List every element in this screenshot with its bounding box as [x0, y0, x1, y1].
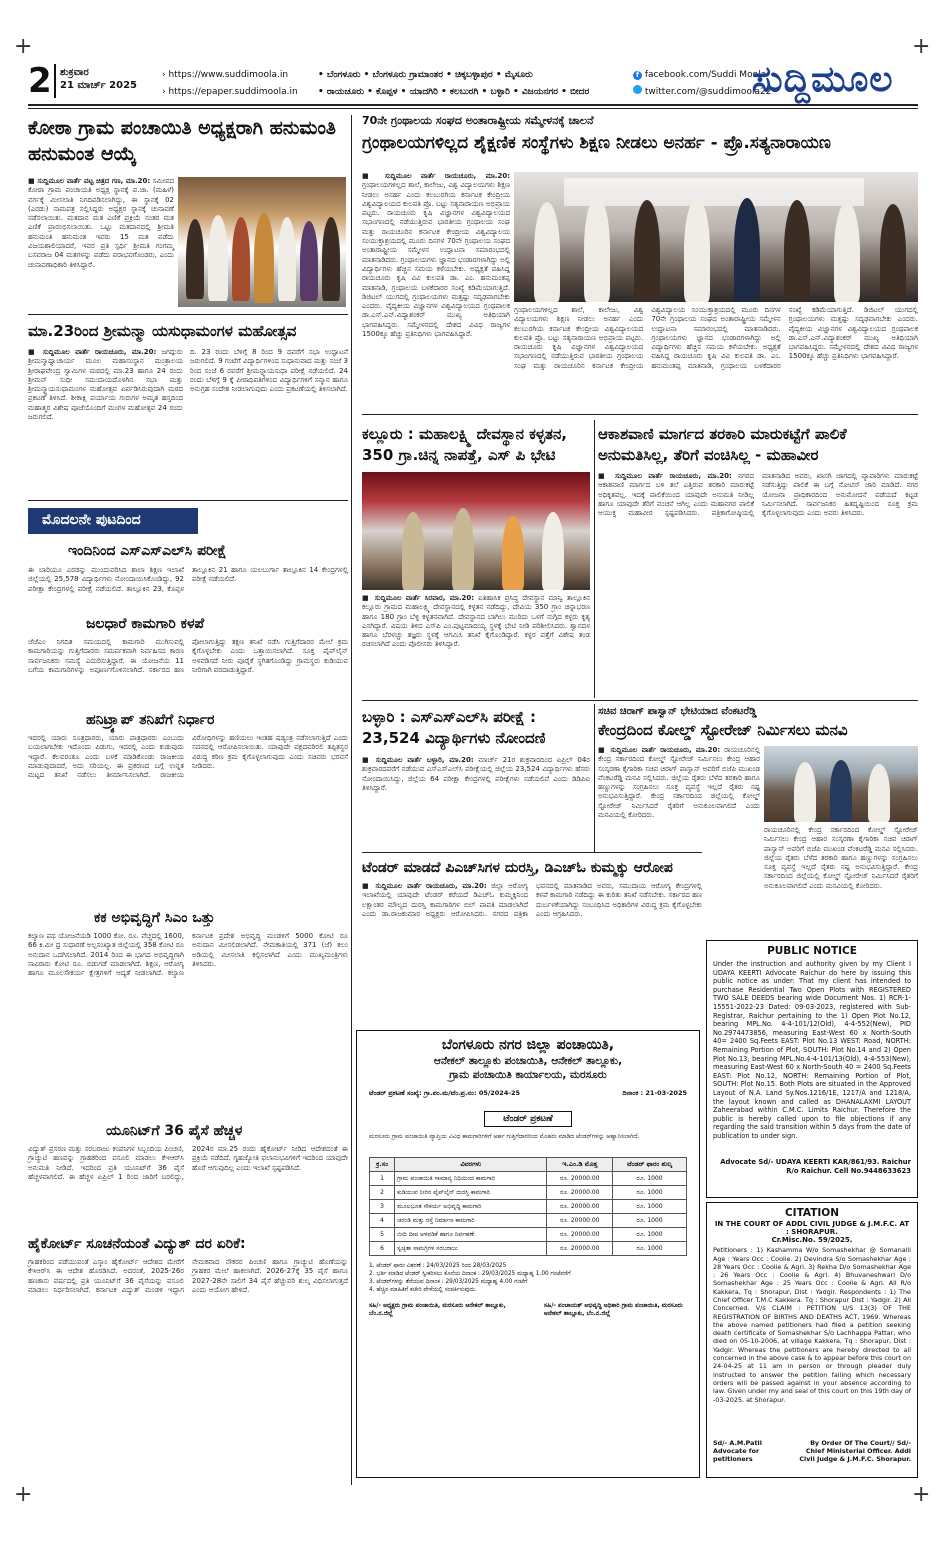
- notice-title: PUBLIC NOTICE: [767, 945, 857, 957]
- headline: ಹೈಕೋರ್ಟ್ ಸೂಚನೆಯಂತೆ ವಿದ್ಯುತ್ ದರ ಏರಿಕೆ:: [28, 1236, 246, 1252]
- tender-note: 3. ಟೆಂಡರ್‌ಗಳನ್ನು ತೆರೆಯುವ ದಿನಾಂಕ : 29/03/2025 ಮಧ್ಯಾಹ್ನ 4.00 ಗಂಟೆಗೆ: [369, 1279, 528, 1286]
- tender-note: 1. ಟೆಂಡರ್ ಫಾರಂ ವಿತರಣೆ : 24/03/2025 ರಿಂದ 28/03/2025: [369, 1263, 507, 1270]
- arrow-icon: ›: [162, 70, 169, 80]
- table-cell: ಮೂಲಭೂತ ಸೌಕರ್ಯ ಅಭಿವೃದ್ಧಿ ಕಾಮಗಾರಿ: [395, 1200, 547, 1214]
- page-number: 2: [28, 61, 52, 101]
- website-links: [162, 67, 298, 101]
- table-cell: ಬೀದಿ ದೀಪ ಅಳವಡಿಕೆ ಹಾಗೂ ನಿರ್ವಹಣೆ: [395, 1228, 547, 1242]
- table-cell: 6: [370, 1242, 395, 1256]
- kicker: 70ನೇ ಗ್ರಂಥಾಲಯ ಸಂಘದ ಅಂತಾರಾಷ್ಟ್ರೀಯ ಸಮ್ಮೇಳನಕ್ಕೆ ಚಾಲನೆ: [362, 114, 594, 127]
- table-row: [370, 1172, 687, 1186]
- group-photo: [178, 177, 346, 307]
- crop-mark: +: [14, 1482, 33, 1507]
- table-cell: ರೂ. 20000.00: [547, 1214, 613, 1228]
- table-cell: ರೂ. 1000: [613, 1214, 687, 1228]
- table-cell: ಸ್ವಚ್ಛತಾ ಸಾಮಗ್ರಿಗಳ ಸರಬರಾಜು: [395, 1242, 547, 1256]
- table-cell: 1: [370, 1172, 395, 1186]
- article-body: ■ ಸುದ್ದಿಮೂಲ ವಾರ್ತೆ ರಾಯಚೂರು, ಮಾ.20: ಜಗದ್ಗುರು ಶ್ರೀಮನ್ಮಾಧ್ವಾಚಾರ್ಯ ಮೂಲ ಮಹಾಸಂಸ್ಥಾನ ಮಂತ್ರಾಲಯ ಶ್ರೀರಾಘವೇಂದ್ರ ಸ್ವಾಮಿಗಳ ಮಠದಲ್ಲಿ ಮಾ.23 ಹಾಗೂ 24 ರಂದು ಶ್ರೀಮನ್ ಸುಧೀ ಸಮುದಾಯದೊಳಗಿನ ಸಭಾ ಮತ್ತು ಶ್ರೀಮನ್ಮ್ಯಾಯಸುಧಾಮಂಗಳ ಮಹೋತ್ಸವ ಏರ್ಪಡಿಸಿರುವುದಾಗಿ ಮಠದ ಪ್ರಕಟಣೆ ತಿಳಿಸಿದೆ. ಶೀಕಾಕ್ಷಿ ಪರ್ಯಾಯ ಗುರುಗಳ ಅಮೃತ ಹಸ್ತದಿಂದ ಮಹಾತ್ಮರ ವಿಶೇಷ ಪೂಜೆಯೊಂದಿಗೆ ಮಂಗಳ ಮಹೋತ್ಸವ 24 ರಂದು ಜರುಗಲಿದೆ.: [28, 348, 183, 422]
- article-body: ವಿದ್ಯುತ್ ಪ್ರಸರಣ ಮತ್ತು ಸರಬರಾಜು ಕಂಪನಿಗಳ ಸಿಬ್ಬಂದಿಯ ಪಿಂಚಣಿ, ಗ್ರಾಚ್ಯುಟಿ ಹಣವನ್ನು ಗ್ರಾಹಕರಿಂದ ವಸೂಲಿ ಮಾಡಲು ಕೆಇಆರ್‌ಸಿ ಅನುಮತಿ ನೀಡಿದೆ. ಇದರಿಂದ ಪ್ರತಿ ಯೂನಿಟ್‌ಗೆ 36 ಪೈಸೆ ಹೆಚ್ಚಳವಾಗಲಿದೆ. ಈ ಹೆಚ್ಚಳ ಏಪ್ರಿಲ್ 1 ರಿಂದ ಜಾರಿಗೆ ಬರಲಿದ್ದು, 2024ರ ಮಾ.25 ರಂದು ಹೈಕೋರ್ಟ್ ನೀಡಿದ ಆದೇಶದಂತೆ ಈ ಪ್ರಕ್ರಿಯೆ ನಡೆದಿದೆ. ಗೃಹಜ್ಯೋತಿ ಫಲಾನುಭವಿಗಳಿಗೆ ಇದರಿಂದ ಯಾವುದೇ ಹೊರೆ ಆಗುವುದಿಲ್ಲ ಎಂದು ಇಲಾಖೆ ಸ್ಪಷ್ಟಪಡಿಸಿದೆ.: [28, 1145, 348, 1181]
- tender-notice: ಬೆಂಗಳೂರು ನಗರ ಜಿಲ್ಲಾ ಪಂಚಾಯಿತಿ, ಆನೇಕಲ್ ತಾಲ್ಲೂಕು ಪಂಚಾಯಿತಿ, ಆನೇಕಲ್ ತಾಲ್ಲೂಕು, ಗ್ರಾಮ ಪಂಚಾಯಿತಿ ಕಾರ್ಯಾಲಯ, ಮರಸೂರು ಟೆಂಡರ್ ಪ್ರಕಟಣೆ ಸಂಖ್ಯೆ: ಗ್ರಾ.ಪಂ.ಮ/ಟೆಂ.ಪ್ರ.ನಂ: 05/2024-25 ದಿನಾಂಕ : 21-03-2025 ಟೆಂಡರ್ ಪ್ರಕಟಣೆ ಮರಸೂರು ಗ್ರಾಮ ಪಂಚಾಯಿತಿ ವ್ಯಾಪ್ತಿಯ ವಿವಿಧ ಕಾಮಗಾರಿಗಳಿಗೆ ಅರ್ಹ ಗುತ್ತಿಗೆದಾರರಿಂದ ಮೊಹರು ಮಾಡಿದ ಟೆಂಡರ್‌ಗಳನ್ನು ಆಹ್ವಾನಿಸಲಾಗಿದೆ. ಕ್ರ.ಸಂ ವಿವರಗಳು ಇ.ಎಂ.ಡಿ ಮೊತ್ತ ಟೆಂಡರ್ ಫಾರಂ ಶುಲ್ಕ 1 ಗ್ರಾಮ ಪಂಚಾಯಿತಿ ಸಾಮಾನ್ಯ ನಿಧಿಯಿಂದ ಕಾಮಗಾರಿ ರೂ. 20000.00 ರೂ. 1000 2 ಕುಡಿಯುವ ನೀರಿನ ಪೈಪ್‌ಲೈನ್ ದುರಸ್ತಿ ಕಾಮಗಾರಿ ರೂ. 20000.00 ರೂ. 1000 3 ಮೂಲಭೂತ ಸೌಕರ್ಯ ಅಭಿವೃದ್ಧಿ ಕಾಮಗಾರಿ ರೂ. 20000.00 ರೂ. 1000 4 ಚರಂಡಿ ಮತ್ತು ರಸ್ತೆ ನಿರ್ಮಾಣ ಕಾಮಗಾರಿ ರೂ. 20000.00 ರೂ. 1000 5 ಬೀದಿ ದೀಪ ಅಳವಡಿಕೆ ಹಾಗೂ ನಿರ್ವಹಣೆ ರೂ. 20000.00 ರೂ. 1000 6 ಸ್ವಚ್ಛತಾ ಸಾಮಗ್ರಿಗಳ ಸರಬರಾಜು ರೂ. 20000.00 ರೂ. 1000 1. ಟೆಂಡರ್ ಫಾರಂ ವಿತರಣೆ : 24/03/2025 ರಿಂದ 28/03/2025 2. ಭರ್ತಿ ಮಾಡಿದ ಟೆಂಡರ್ ಸ್ವೀಕರಿಸಲು ಕೊನೆಯ ದಿನಾಂಕ : 29/03/2025 ಮಧ್ಯಾಹ್ನ 1.00 ಗಂಟೆವರೆಗೆ 3. ಟೆಂಡರ್‌ಗಳನ್ನು ತೆರೆಯುವ ದಿನಾಂಕ : 29/03/2025 ಮಧ್ಯಾಹ್ನ 4.00 ಗಂಟೆಗೆ 4. ಹೆಚ್ಚಿನ ಮಾಹಿತಿಗೆ ಕಚೇರಿ ವೇಳೆಯಲ್ಲಿ ಸಂಪರ್ಕಿಸುವುದು. ಸಹಿ/- ಅಧ್ಯಕ್ಷರು ಗ್ರಾಮ ಪಂಚಾಯಿತಿ, ಮರಸೂರು ಆನೇಕಲ್ ತಾಲ್ಲೂಕು, ಬೆಂ.ನ.ಜಿಲ್ಲೆ ಸಹಿ/- ಪಂಚಾಯತ್ ಅಭಿವೃದ್ಧಿ ಅಧಿಕಾರಿ ಗ್ರಾಮ ಪಂಚಾಯಿತಿ, ಮರಸೂರು ಆನೇಕಲ್ ತಾಲ್ಲೂಕು, ಬೆಂ.ನ.ಜಿಲ್ಲೆ: [356, 1030, 700, 1478]
- public-notice: PUBLIC NOTICE Under the instruction and authority given by my Client I UDAYA KEERTI Advocate Raichur do here by issuing this public notice as under: That my client has intended to purchase Residential Two Open Plots with REGISTERED TWO SALE DEEDS bearing wide Document Nos. 1) RCR-1-15551-2022-23 Dated: 09-03-2023, registered with Sub-Registrar, Raichur pertaining to the 1) Open Plot No.12, bearing MPL.No. 4-4-101/12(Old), 4-4-552(New), PID No.2974473856, measuring East-West 60 x North-South 40= 2400 Sq.Feets EAST: Plot No.13 WEST: Road, NORTH: Remaining Portion of Plot, SOUTH: Plot No.14 and 2) Open Plot No.13, bearing MPL.No.4-4-101/13(Old), 4-4-553(New), measuring East-West 60 x North-South 40 = 2400 Sq.Feets EAST: Plot No.12, NORTH: Remaining Portion of Plot, SOUTH: Plot No.15. Both Plots are situated in the Approved Layout of N.A. Land Sy.Nos.1216/1E, 1217/A and 1218/A, the layout known and called as DHANALAXMI LAYOUT Zaheerabad within C.M.C. Limits Raichur. Therefore the public is hereby called upon to file objections if any regarding the said transition within 5 days from the date of publication to under sign. Advocate Sd/- UDAYA KEERTI KAR/861/93. Raichur R/o Raichur. Cell No.9448633623: [706, 940, 918, 1198]
- table-cell: ರೂ. 20000.00: [547, 1242, 613, 1256]
- table-cell: ರೂ. 20000.00: [547, 1186, 613, 1200]
- article-body: ಗ್ರಂಥಾಲಯಗಳಿಲ್ಲದ ಶಾಲೆ, ಕಾಲೇಜು, ವಿಶ್ವ ವಿದ್ಯಾಲಯಗಳು ಶಿಕ್ಷಣ ನೀಡಲು ಅನರ್ಹ ಎಂದು ಕಲಬುರಗಿಯ ಕರ್ನಾಟಕ ಕೇಂದ್ರೀಯ ವಿಶ್ವವಿದ್ಯಾಲಯದ ಕುಲಪತಿ ಪ್ರೊ. ಬಟ್ಟು ಸತ್ಯನಾರಾಯಣ ಅಭಿಪ್ರಾಯ ಪಟ್ಟರು. ರಾಯಚೂರು ಕೃಷಿ ವಿಜ್ಞಾನಗಳ ವಿಶ್ವವಿದ್ಯಾಲಯದ ಸಭಾಂಗಣದಲ್ಲಿ ನಡೆಯುತ್ತಿರುವ ಭಾರತೀಯ ಗ್ರಂಥಾಲಯ ಸಂಘ ಮತ್ತು ರಾಯಚೂರಿನ ಕರ್ನಾಟಕ ಕೇಂದ್ರೀಯ ವಿಶ್ವವಿದ್ಯಾಲಯ ಸಂಯುಕ್ತಾಶ್ರಯದಲ್ಲಿ ಮೂರು ದಿನಗಳ 70ನೇ ಗ್ರಂಥಾಲಯ ಸಂಘದ ಅಂತಾರಾಷ್ಟ್ರೀಯ ಸಮ್ಮೇಳನ ಉದ್ಘಾಟನಾ ಸಮಾರಂಭದಲ್ಲಿ ಮಾತನಾಡಿದರು. ಗ್ರಂಥಾಲಯಗಳು ಜ್ಞಾನದ ಭಂಡಾರಗಳಾಗಿದ್ದು ಅಲ್ಲಿ ವಿದ್ಯಾರ್ಥಿಗಳು ಹೆಚ್ಚಿನ ಸಮಯ ಕಳೆಯಬೇಕು. ಅಧ್ಯಕ್ಷತೆ ವಹಿಸಿದ್ದ ರಾಯಚೂರು ಕೃಷಿ ವಿವಿ ಕುಲಪತಿ ಡಾ. ಎಂ. ಹನುಮಂತಪ್ಪ ಮಾತನಾಡಿ, ಗ್ರಂಥಾಲಯ ಬಳಕೆದಾರರ ಸಂಖ್ಯೆ ಕಡಿಮೆಯಾಗುತ್ತಿದೆ. ಡಿಜಿಟಲ್ ಯುಗದಲ್ಲಿ ಗ್ರಂಥಾಲಯಗಳು ಮತ್ತಷ್ಟು ಸದೃಢವಾಗಬೇಕು ಎಂದರು. ವೈದ್ಯಕೀಯ ವಿಜ್ಞಾನಗಳ ವಿಶ್ವವಿದ್ಯಾಲಯದ ಗ್ರಂಥಪಾಲಕ ಡಾ.ಎಸ್.ಎನ್.ವಿದ್ಯಾಶಂಕರ್ ಮುಖ್ಯ ಅತಿಥಿಯಾಗಿ ಭಾಗವಹಿಸಿದ್ದರು. ಸಮ್ಮೇಳನದಲ್ಲಿ ದೇಶದ ವಿವಿಧ ರಾಜ್ಯಗಳ 1500ಕ್ಕೂ ಹೆಚ್ಚು ಪ್ರತಿನಿಧಿಗಳು ಭಾಗವಹಿಸಿದ್ದಾರೆ.: [514, 306, 918, 370]
- twitter-link[interactable]: twitter.com/@suddimoola22: [633, 84, 771, 101]
- tender-notes: [357, 1258, 699, 1298]
- twitter-icon: [633, 85, 642, 94]
- signatory: ಸಹಿ/- ಪಂಚಾಯತ್ ಅಭಿವೃದ್ಧಿ ಅಧಿಕಾರಿ ಗ್ರಾಮ ಪಂಚಾಯಿತಿ, ಮರಸೂರು ಆನೇಕಲ್ ತಾಲ್ಲೂಕು, ಬೆಂ.ನ.ಜಿಲ್ಲೆ: [543, 1302, 683, 1318]
- table-row: [370, 1186, 687, 1200]
- table-row: [370, 1214, 687, 1228]
- headline: ಜಲಧಾರೆ ಕಾಮಗಾರಿ ಕಳಪೆ: [86, 616, 205, 632]
- article-body: ಇದರಲ್ಲಿ ಯಾರು ಸೂತ್ರಧಾರರು, ಯಾರು ಪಾತ್ರಧಾರರು ಎಂಬುದು ಬಯಲಾಗಬೇಕು ಇದೊಂದು ಪಿಡುಗು, ಇದರಲ್ಲಿ ಎಂದು ಕುಡುವುದು ಇದ್ದಾರೆ. ಕೆಲವರಂತೂ ಎಂದು ಬಳಕೆ ಮಾಡಿಕೊಂಡು ರಾಜಕೀಯ ಮಾಡುವುದಾದರೆ, ಅದು ಸರಿಯಲ್ಲ. ಈ ಪ್ರಕರಣದ ಬಗ್ಗೆ ಉನ್ನತ ಮಟ್ಟದ ತನಿಖೆ ನಡೆಸಲು ತೀರ್ಮಾನಿಸಲಾಗಿದೆ. ರಾಜಕೀಯ ವಿರೋಧಿಗಳನ್ನು ಹಣಿಯಲು ಇಂತಹ ಷಡ್ಯಂತ್ರ ನಡೆಸಲಾಗುತ್ತಿದೆ ಎಂದು ಸದನದಲ್ಲಿ ಆರೋಪಿಸಲಾಯಿತು. ಯಾವುದೇ ಪಕ್ಷದವರಿರಲಿ ತಪ್ಪಿತಸ್ಥರ ವಿರುದ್ಧ ಕಠಿಣ ಕ್ರಮ ಕೈಗೊಳ್ಳಲಾಗುವುದು ಎಂದು ಸಚಿವರು ಭರವಸೆ ನೀಡಿದರು.: [28, 734, 348, 780]
- table-cell: 2: [370, 1186, 395, 1200]
- kicker: ಸಚಿವ ಚಿರಾಗ್ ಪಾಸ್ವಾನ್ ಭೇಟಿಯಾದ ವೆಂಕಟರೆಡ್ಡಿ: [598, 706, 757, 717]
- table-cell: ರೂ. 20000.00: [547, 1200, 613, 1214]
- table-cell: ರೂ. 1000: [613, 1172, 687, 1186]
- article-body: ಗ್ರಾಹಕರಿಂದ ಪಡೆಯುವಂತೆ ಎಸ್ಕಾಂ ಹೈಕೋರ್ಟ್ ಆದೇಶದ ಮೇರೆಗೆ ಕೆಇಆರ್‌ಸಿ ಈ ಆದೇಶ ಹೊರಡಿಸಿದೆ. ಅದರಂತೆ, 2025-26ರ ಹಣಕಾಸು ವರ್ಷದಲ್ಲಿ ಪ್ರತಿ ಯೂನಿಟ್‌ಗೆ 36 ಪೈಸೆಯನ್ನು ವಸೂಲಿ ಮಾಡಲು ನಿರ್ಧರಿಸಲಾಗಿದೆ. ಕರ್ನಾಟಕ ವಿದ್ಯುತ್ ಮಂಡಳಿ ಇದ್ದಾಗ ನೇಮಕವಾದ ನೌಕರರ ಪಿಂಚಣಿ ಹಾಗೂ ಗ್ರಾಚ್ಯುಟಿ ಹೊಣೆಯನ್ನು ಗ್ರಾಹಕರ ಮೇಲೆ ಹಾಕಲಾಗಿದೆ. 2026-27ಕ್ಕೆ 35 ಪೈಸೆ ಹಾಗೂ 2027-28ನೇ ಸಾಲಿಗೆ 34 ಪೈಸೆ ಹೆಚ್ಚುವರಿ ಶುಲ್ಕ ವಿಧಿಸಲಾಗುತ್ತದೆ ಎಂದು ಆಯೋಗ ಹೇಳಿದೆ.: [28, 1258, 348, 1294]
- headline: ಕಲ್ಲೂರು : ಮಹಾಲಕ್ಷ್ಮಿ ದೇವಸ್ಥಾನ ಕಳ್ಳತನ, 350 ಗ್ರಾ.ಚಿನ್ನ ನಾಪತ್ತೆ, ಎಸ್ ಪಿ ಭೇಟಿ: [362, 425, 567, 464]
- social-links: [633, 67, 771, 101]
- article-body: ■ ಸುದ್ದಿಮೂಲ ವಾರ್ತೆ ರಾಯಚೂರು, ಮಾ.20: ಜಿಲ್ಲಾ ಆರೋಗ್ಯ ಇಲಾಖೆಯಲ್ಲಿ ಯಾವುದೇ ಟೆಂಡರ್ ಕರೆಯದೆ ಡಿಎಚ್‌ಓ ಕುಮ್ಮಕ್ಕಿನಿಂದ ಲಕ್ಷಾಂತರ ಮೌಲ್ಯದ ದುರಸ್ತಿ ಕಾಮಗಾರಿಗಳ ಬಿಲ್ ಪಾವತಿ ಮಾಡಲಾಗಿದೆ ಎಂದು ಡಾ.ರಾಜಕುಮಾರ ಅಧ್ಯಕ್ಷರು ಆರೋಪಿಸಿದರು. ನಗರದ ಪತ್ರಿಕಾ ಭವನದಲ್ಲಿ ಮಾತನಾಡಿದ ಅವರು, ಸಮುದಾಯ ಆರೋಗ್ಯ ಕೇಂದ್ರಗಳಲ್ಲಿ ಕಳಪೆ ಕಾಮಗಾರಿ ನಡೆದಿದ್ದು ಈ ಕುರಿತು ತನಿಖೆ ನಡೆಸಬೇಕು. ಸರ್ಕಾರದ ಹಣ ದುರ್ಬಳಕೆಯಾಗಿದ್ದು ಸಂಬಂಧಿಸಿದ ಅಧಿಕಾರಿಗಳ ವಿರುದ್ಧ ಕ್ರಮ ಕೈಗೊಳ್ಳಬೇಕು ಎಂದು ಆಗ್ರಹಿಸಿದರು.: [362, 882, 702, 918]
- crop-mark: +: [14, 34, 33, 59]
- article-body: ಜೆಜೆಎಂ ನಿಗದಿತ ಸಮಯದಲ್ಲಿ ಕಾಮಗಾರಿ ಮುಗಿಸುವಲ್ಲಿ ಕಾಮಗಾರಿಯನ್ನು ಗುತ್ತಿಗೆದಾರರು ಸಮರ್ಪಕವಾಗಿ ನಿರ್ವಹಿಸದ ಕಾರಣ ಸಾರ್ವಜನಿಕರು ಸಮಸ್ಯೆ ಎದುರಿಸುತ್ತಿದ್ದಾರೆ. ಈ ಯೋಜನೆಯ 11 ಬಗೆಯ ಕಾಮಗಾರಿಗಳನ್ನು ಅಪೂರ್ಣಗೊಳಿಸಲಾಗಿದೆ. ಸರ್ಕಾರದ ಹಣ ಪೋಲಾಗುತ್ತಿದ್ದು ತಕ್ಷಣ ತನಿಖೆ ನಡೆಸಿ ಗುತ್ತಿಗೆದಾರರ ಮೇಲೆ ಕ್ರಮ ಕೈಗೊಳ್ಳಬೇಕು ಎಂದು ಒತ್ತಾಯಿಸಲಾಗಿದೆ. ಸೂಕ್ತ ಪೈಪ್‌ಲೈನ್ ಅಳವಡಿಸದೆ ನೀರು ಪೂರೈಕೆ ಸ್ಥಗಿತಗೊಂಡಿದ್ದು ಗ್ರಾಮಸ್ಥರು ಕುಡಿಯುವ ನೀರಿಗಾಗಿ ಪರದಾಡುತ್ತಿದ್ದಾರೆ.: [28, 638, 348, 674]
- table-header: ಕ್ರ.ಸಂ: [370, 1158, 395, 1172]
- headline: ಗ್ರಂಥಾಲಯಗಳಿಲ್ಲದ ಶೈಕ್ಷಣಿಕ ಸಂಸ್ಥೆಗಳು ಶಿಕ್ಷಣ ನೀಡಲು ಅನರ್ಹ - ಪ್ರೊ.ಸತ್ಯನಾರಾಯಣ: [362, 133, 831, 153]
- article-body: ■ ಸುದ್ದಿಮೂಲ ವಾರ್ತೆ ರಾಯಚೂರು, ಮಾ.20: ನಗರದ ಆಕಾಶವಾಣಿ ಮಾರ್ಗದ ಬಳಿ ತಲೆ ಎತ್ತಿರುವ ತರಕಾರಿ ಮಾರುಕಟ್ಟೆ ಅಧಿಕೃತವಲ್ಲ. ಇದಕ್ಕೆ ಪಾಲಿಕೆಯಿಂದ ಯಾವುದೇ ಅನುಮತಿ ನೀಡಿಲ್ಲ ಹಾಗೂ ಯಾವುದೇ ತೆರಿಗೆ ವಂಚನೆ ಆಗಿಲ್ಲ ಎಂದು ಮಹಾನಗರ ಪಾಲಿಕೆ ಆಯುಕ್ತ ಮಹಾವೀರ ಸ್ಪಷ್ಟಪಡಿಸಿದರು. ಪತ್ರಿಕಾಗೋಷ್ಠಿಯಲ್ಲಿ ಮಾತನಾಡಿದ ಅವರು, ಖಾಸಗಿ ಜಾಗದಲ್ಲಿ ವ್ಯಾಪಾರಿಗಳು ಮಾರುಕಟ್ಟೆ ನಡೆಸುತ್ತಿದ್ದು ಪಾಲಿಕೆ ಈ ಬಗ್ಗೆ ನೋಟಿಸ್ ಜಾರಿ ಮಾಡಿದೆ. ನಗರ ಯೋಜನಾ ಪ್ರಾಧಿಕಾರದಿಂದ ಅನುಮೋದನೆ ಪಡೆಯದೆ ಕಟ್ಟಡ ನಿರ್ಮಿಸಲಾಗಿದೆ. ಸಾರ್ವಜನಿಕರ ಹಿತದೃಷ್ಟಿಯಿಂದ ಸೂಕ್ತ ಕ್ರಮ ಕೈಗೊಳ್ಳಲಾಗುವುದು ಎಂದು ಅವರು ತಿಳಿಸಿದರು.: [598, 472, 918, 518]
- table-cell: 4: [370, 1214, 395, 1228]
- table-cell: ಚರಂಡಿ ಮತ್ತು ರಸ್ತೆ ನಿರ್ಮಾಣ ಕಾಮಗಾರಿ: [395, 1214, 547, 1228]
- facebook-icon: f: [633, 71, 642, 80]
- masthead-rule: [28, 108, 918, 109]
- issue-date: ಶುಕ್ರವಾರ 21 ಮಾರ್ಚ್ 2025: [60, 67, 138, 91]
- table-row: [370, 1200, 687, 1214]
- divider: [362, 414, 918, 415]
- divider: [28, 500, 348, 501]
- epaper-link[interactable]: › https://epaper.suddimoola.in: [162, 87, 298, 97]
- headline: ಕೋಠಾ ಗ್ರಾಮ ಪಂಚಾಯಿತಿ ಅಧ್ಯಕ್ಷರಾಗಿ ಹನುಮಂತಿ ಹನುಮಂತ ಆಯ್ಕೆ: [28, 117, 336, 165]
- headline: ಹನಿಟ್ರ್ಯಾಪ್ ತನಿಖೆಗೆ ನಿರ್ಧಾರ: [86, 712, 215, 728]
- article-body: ರಾಯಚೂರಿನಲ್ಲಿ ಕೇಂದ್ರ ಸರ್ಕಾರದಿಂದ ಕೋಲ್ಡ್ ಸ್ಟೋರೇಜ್ ನಿರ್ಮಿಸಲು ಕೇಂದ್ರ ಆಹಾರ ಸಂಸ್ಕರಣಾ ಕೈಗಾರಿಕಾ ಸಚಿವ ಚಿರಾಗ್ ಪಾಸ್ವಾನ್ ಅವರಿಗೆ ಬಿಜೆಪಿ ಮುಖಂಡ ವೆಂಕಟರೆಡ್ಡಿ ಮನವಿ ಸಲ್ಲಿಸಿದರು. ಜಿಲ್ಲೆಯ ರೈತರು ಬೆಳೆದ ತರಕಾರಿ ಹಾಗೂ ಹಣ್ಣುಗಳನ್ನು ಸಂಗ್ರಹಿಸಲು ಸೂಕ್ತ ವ್ಯವಸ್ಥೆ ಇಲ್ಲದೆ ರೈತರು ನಷ್ಟ ಅನುಭವಿಸುತ್ತಿದ್ದಾರೆ. ಕೇಂದ್ರ ಸರ್ಕಾರದಿಂದ ಜಿಲ್ಲೆಯಲ್ಲಿ ಕೋಲ್ಡ್ ಸ್ಟೋರೇಜ್ ನಿರ್ಮಿಸಿದರೆ ರೈತರಿಗೆ ಅನುಕೂಲವಾಗಲಿದೆ ಎಂದು ಮನವಿಯಲ್ಲಿ ಕೋರಿದರು.: [764, 826, 918, 890]
- divider: [28, 314, 348, 315]
- newspaper-logo: ಸುದ್ದಿಮೂಲ: [752, 59, 894, 100]
- headline: ಟೆಂಡರ್ ಮಾಡದೆ ಪಿಎಚ್‌ಸಿಗಳ ದುರಸ್ತಿ, ಡಿಎಚ್‌ಓ ಕುಮ್ಮಕ್ಕು ಆರೋಪ: [362, 860, 673, 876]
- column-divider: [594, 420, 595, 698]
- table-cell: ರೂ. 1000: [613, 1186, 687, 1200]
- article-body: ■ ಸುದ್ದಿಮೂಲ ವಾರ್ತೆ ರಾಯಚೂರು, ಮಾ.20: ರಾಯಚೂರಿನಲ್ಲಿ ಕೇಂದ್ರ ಸರ್ಕಾರದಿಂದ ಕೋಲ್ಡ್ ಸ್ಟೋರೇಜ್ ನಿರ್ಮಿಸಲು ಕೇಂದ್ರ ಆಹಾರ ಸಂಸ್ಕರಣಾ ಕೈಗಾರಿಕಾ ಸಚಿವ ಚಿರಾಗ್ ಪಾಸ್ವಾನ್ ಅವರಿಗೆ ಬಿಜೆಪಿ ಮುಖಂಡ ವೆಂಕಟರೆಡ್ಡಿ ಮನವಿ ಸಲ್ಲಿಸಿದರು. ಜಿಲ್ಲೆಯ ರೈತರು ಬೆಳೆದ ತರಕಾರಿ ಹಾಗೂ ಹಣ್ಣುಗಳನ್ನು ಸಂಗ್ರಹಿಸಲು ಸೂಕ್ತ ವ್ಯವಸ್ಥೆ ಇಲ್ಲದೆ ರೈತರು ನಷ್ಟ ಅನುಭವಿಸುತ್ತಿದ್ದಾರೆ. ಕೇಂದ್ರ ಸರ್ಕಾರದಿಂದ ಜಿಲ್ಲೆಯಲ್ಲಿ ಕೋಲ್ಡ್ ಸ್ಟೋರೇಜ್ ನಿರ್ಮಿಸಿದರೆ ರೈತರಿಗೆ ಅನುಕೂಲವಾಗಲಿದೆ ಎಂದು ಮನವಿಯಲ್ಲಿ ಕೋರಿದರು.: [598, 746, 760, 820]
- temple-photo: [362, 472, 590, 590]
- divider: [54, 64, 56, 98]
- table-cell: ರೂ. 1000: [613, 1228, 687, 1242]
- column-divider: [351, 115, 352, 1485]
- meeting-photo: [764, 746, 918, 822]
- tender-note: 4. ಹೆಚ್ಚಿನ ಮಾಹಿತಿಗೆ ಕಚೇರಿ ವೇಳೆಯಲ್ಲಿ ಸಂಪರ್ಕಿಸುವುದು.: [369, 1287, 477, 1294]
- headline: ಬಳ್ಳಾರಿ : ಎಸ್‌ಎಸ್‌ಎಲ್‌ಸಿ ಪರೀಕ್ಷೆ : 23,524 ವಿದ್ಯಾರ್ಥಿಗಳು ನೋಂದಣಿ: [362, 708, 546, 747]
- headline: ಮಾ.23ರಿಂದ ಶ್ರೀಮನ್ಮಾ ಯಸುಧಾಮಂಗಳ ಮಹೋತ್ಸವ: [28, 322, 297, 340]
- arrow-icon: ›: [162, 87, 169, 97]
- column-divider: [594, 704, 595, 852]
- table-cell: 5: [370, 1228, 395, 1242]
- crop-mark: +: [912, 1482, 931, 1507]
- article-body: ■ ಸುದ್ದಿಮೂಲ ವಾರ್ತೆ ಬಳ್ಳಾರಿ, ಮಾ.20: ಮಾರ್ಚ್ 21ರ ಶುಕ್ರವಾರದಿಂದ ಏಪ್ರಿಲ್ 04ರ ಶುಕ್ರವಾರದವರೆಗೆ ನಡೆಯುವ ಎಸ್‌ಎಸ್‌ಎಲ್‌ಸಿ ಪರೀಕ್ಷೆಯಲ್ಲಿ ಜಿಲ್ಲೆಯ 23,524 ವಿದ್ಯಾರ್ಥಿಗಳು ಹೆಸರು ನೋಂದಾಯಿಸಿದ್ದು, ಜಿಲ್ಲೆಯ 64 ಪರೀಕ್ಷಾ ಕೇಂದ್ರಗಳಲ್ಲಿ ಪರೀಕ್ಷೆಗಳು ನಡೆಯಲಿವೆ ಎಂದು ಡಿಡಿಪಿಐ ತಿಳಿಸಿದ್ದಾರೆ.: [362, 756, 591, 792]
- table-header: ವಿವರಗಳು: [395, 1158, 547, 1172]
- citation-title: CITATION: [784, 1207, 840, 1219]
- table-header: ಟೆಂಡರ್ ಫಾರಂ ಶುಲ್ಕ: [613, 1158, 687, 1172]
- article-body: ಕಲ್ಯಾಣ ಪಥ ಯೋಜನೆಯಡಿ 1000 ಕೋ. ರೂ. ವೆಚ್ಚದಲ್ಲಿ 1600, 66 ಕಿ.ಮೀ ಧ್ರ ಸುಧಾರಣೆ ಅಲ್ಪಸಂಖ್ಯಾತ ಜಿಲ್ಲೆಯಲ್ಲಿ 358 ಕೋಟಿ ರೂ ಅನುದಾನ ಒದಗಿಸಲಾಗಿದೆ. 2014 ರಿಂದ ಈ ಭಾಗದ ಅಭಿವೃದ್ಧಿಗಾಗಿ ಸಾವಿರಾರು ಕೋಟಿ ರೂ. ಬಿಡುಗಡೆ ಮಾಡಲಾಗಿದೆ. ಶಿಕ್ಷಣ, ಆರೋಗ್ಯ ಹಾಗೂ ಮೂಲಸೌಕರ್ಯ ಕ್ಷೇತ್ರಗಳಿಗೆ ಆದ್ಯತೆ ನೀಡಲಾಗಿದೆ. ಕಲ್ಯಾಣ ಕರ್ನಾಟಕ ಪ್ರದೇಶ ಅಭಿವೃದ್ಧಿ ಮಂಡಳಿಗೆ 5000 ಕೋಟಿ ರೂ ಅನುದಾನ ಮೀಸಲಿಡಲಾಗಿದೆ. ನೇಮಕಾತಿಯಲ್ಲಿ 371 (ಜೆ) ಕಲಂ ಅಡಿಯಲ್ಲಿ ಮೀಸಲಾತಿ ಕಲ್ಪಿಸಲಾಗಿದೆ ಎಂದು ಮುಖ್ಯಮಂತ್ರಿಗಳು ತಿಳಿಸಿದರು.: [28, 932, 348, 978]
- table-row: [370, 1228, 687, 1242]
- table-cell: ರೂ. 20000.00: [547, 1172, 613, 1186]
- headline: ಇಂದಿನಿಂದ ಎಸ್‌ಎಸ್‌ಎಲ್‌ಸಿ ಪರೀಕ್ಷೆ: [68, 543, 227, 559]
- table-cell: ಗ್ರಾಮ ಪಂಚಾಯಿತಿ ಸಾಮಾನ್ಯ ನಿಧಿಯಿಂದ ಕಾಮಗಾರಿ: [395, 1172, 547, 1186]
- tender-banner: ಟೆಂಡರ್ ಪ್ರಕಟಣೆ: [484, 1111, 571, 1127]
- article-body: ದಿ. 23 ರಂದು ಬೆಳಿಗ್ಗೆ 8 ರಿಂದ 9 ದವರೆಗೆ ಸಭಾ ಉದ್ಘಾಟನೆ ಜರುಗಲಿದೆ. 9 ಗಂಟೆಗೆ ವಿದ್ಯಾರ್ಥಿಗಳಿಂದ ಸುಧಾನುವಾದ ಮತ್ತು ಸಂಜೆ 3 ರಿಂದ ಸಂಜೆ 6 ರವರೆಗೆ ಶ್ರೀಮನ್ನ್ಯಾಯಸುಧಾ ಪರೀಕ್ಷೆ ನಡೆಯಲಿದೆ. 24 ರಂದು ಬೆಳಿಗ್ಗೆ 9 ಕ್ಕೆ ಪೀಠಾಧಿಪತಿಗಳಿಂದ ವಿದ್ಯಾರ್ಥಿಗಳಿಗೆ ಸನ್ಮಾನ ಹಾಗೂ ಅನುಗ್ರಹ ಸಂದೇಶ ನೀಡಲಾಗುವುದು ಎಂದು ಪ್ರಕಟಣೆಯಲ್ಲಿ ತಿಳಿಸಲಾಗಿದೆ.: [190, 348, 348, 394]
- headline: ಯೂನಿಟ್‌ಗೆ 36 ಪೈಸೆ ಹೆಚ್ಚಳ: [106, 1123, 243, 1139]
- table-cell: ರೂ. 1000: [613, 1242, 687, 1256]
- table-row: [370, 1242, 687, 1256]
- article-body: ■ ಸುದ್ದಿಮೂಲ ವಾರ್ತೆ ಸಿರವಾರ, ಮಾ.20: ಐತಿಹಾಸಿಕ ಪ್ರಸಿದ್ಧ ದೇವಸ್ಥಾನ ಮಾನ್ವಿ ತಾಲ್ಲೂಕಿನ ಕಲ್ಲೂರು ಗ್ರಾಮದ ಮಹಾಲಕ್ಷ್ಮಿ ದೇವಸ್ಥಾನದಲ್ಲಿ ಕಳ್ಳತನ ನಡೆದಿದ್ದು, ದೇವಿಯ 350 ಗ್ರಾಂ ಚಿನ್ನಾಭರಣ ಹಾಗೂ 180 ಗ್ರಾಂ ಬೆಳ್ಳಿ ಕಳ್ಳತನವಾಗಿದೆ. ದೇವಸ್ಥಾನದ ಬಾಗಿಲು ಮುರಿದು ಒಳಗೆ ನುಗ್ಗಿದ ಕಳ್ಳರು ಕೃತ್ಯ ಎಸಗಿದ್ದಾರೆ. ವಿಷಯ ತಿಳಿದ ಎಸ್‌ಪಿ ಎಂ.ಪುಟ್ಟಮಾದಯ್ಯ ಸ್ಥಳಕ್ಕೆ ಭೇಟಿ ನೀಡಿ ಪರಿಶೀಲಿಸಿದರು. ಶ್ವಾನದಳ ಹಾಗೂ ಬೆರಳಚ್ಚು ತಜ್ಞರು ಸ್ಥಳಕ್ಕೆ ಆಗಮಿಸಿ ತನಿಖೆ ಕೈಗೊಂಡಿದ್ದಾರೆ. ಕಳ್ಳರ ಪತ್ತೆಗೆ ವಿಶೇಷ ತಂಡ ರಚಿಸಲಾಗಿದೆ ಎಂದು ಪೊಲೀಸರು ತಿಳಿಸಿದ್ದಾರೆ.: [362, 594, 590, 649]
- table-cell: 3: [370, 1200, 395, 1214]
- table-cell: ರೂ. 1000: [613, 1200, 687, 1214]
- article-body: ಈ ಬಾರಿಯೂ ಎರಡನ್ನು ಮುಂದುವರಿಸಿದ ಶಾಲಾ ಶಿಕ್ಷಣ ಇಲಾಖೆ ಜಿಲ್ಲೆಯಲ್ಲಿ 25,578 ವಿದ್ಯಾರ್ಥಿಗಳು ನೋಂದಾಯಿಸಿಕೊಂಡಿದ್ದು, 92 ಪರೀಕ್ಷಾ ಕೇಂದ್ರಗಳಲ್ಲಿ ಪರೀಕ್ಷೆ ನಡೆಯಲಿದೆ. ತಾಲ್ಲೂಕಿನ 23, ಕೊಪ್ಪಳ ತಾಲ್ಲೂಕಿನ 21 ಹಾಗೂ ಯಲಬುರ್ಗಾ ತಾಲ್ಲೂಕಿನ 14 ಕೇಂದ್ರಗಳಲ್ಲಿ ಪರೀಕ್ಷೆ ನಡೆಯಲಿದೆ.: [28, 566, 348, 593]
- website-link[interactable]: › https://www.suddimoola.in: [162, 70, 289, 80]
- table-cell: ರೂ. 20000.00: [547, 1228, 613, 1242]
- headline: ಆಕಾಶವಾಣಿ ಮಾರ್ಗದ ತರಕಾರಿ ಮಾರುಕಟ್ಟೆಗೆ ಪಾಲಿಕೆ ಅನುಮತಿಸಿಲ್ಲ, ತೆರಿಗೆ ವಂಚಿಸಿಲ್ಲ - ಮಹಾವೀರ: [598, 425, 847, 464]
- headline: ಕೇಂದ್ರದಿಂದ ಕೋಲ್ಡ್ ಸ್ಟೋರೇಜ್ ನಿರ್ಮಿಸಲು ಮನವಿ: [598, 721, 848, 739]
- event-photo: [514, 172, 918, 302]
- crop-mark: +: [912, 34, 931, 59]
- edition-list: • ಬೆಂಗಳೂರು • ಬೆಂಗಳೂರು ಗ್ರಾಮಾಂತರ • ಚಿಕ್ಕಬಳ್ಳಾಪುರ • ಮೈಸೂರು • ರಾಯಚೂರು • ಕೊಪ್ಪಳ • ಯಾದಗಿರಿ • ಕಲಬುರಗಿ • ಬಳ್ಳಾರಿ • ವಿಜಯನಗರ • ಬೀದರ: [318, 70, 590, 97]
- article-body: ■ ಸುದ್ದಿಮೂಲ ವಾರ್ತೆ ವಟ್ಟ ಚಿತ್ರದ ಗಣ, ಮಾ.20: ಸಮೀಪದ ಕೋಠಾ ಗ್ರಾಮ ಪಂಚಾಯತಿ ಅಧ್ಯಕ್ಷ ಸ್ಥಾನಕ್ಕೆ ಪ.ಜಾ. (ಮಹಿಳೆ) ವರ್ಗಕ್ಕೆ ಮೀಸಲಾತಿ ನಿಗದಿಪಡಿಸಲಾಗಿದ್ದು, ಈ ಸ್ಥಾನಕ್ಕೆ 02 (ಎರಡು) ನಾಮಪತ್ರ ಸಲ್ಲಿಸಿದ್ದರು ಅಧ್ಯಕ್ಷರ ಸ್ಥಾನಕ್ಕೆ ಚುನಾವಣೆ ನಡೆಸಲಾಯಿತು. ಮತದಾನ ಮತ ಎಣಿಕೆ ಪ್ರಕ್ರಿಯೆ ನಂತರ ಮತ ಎಣಿಕೆ ಪ್ರಾರಂಭಿಸಲಾಯಿತು. ಒಟ್ಟು ಮತದಾನದಲ್ಲಿ ಶ್ರೀಮತಿ ಹನುಮಂತಿ ಹನುಮಂತ ಇವರು 15 ಮತ ಪಡೆದು ವಿಜಯಶಾಲಿಯಾದರೆ, ಇವರ ಪ್ರತಿ ಸ್ಪರ್ಧಿ ಶ್ರೀಮತಿ ಗಂಗಮ್ಮ ಬಸವರಾಜ 04 ಮತಗಳನ್ನು ಪಡೆದು ಪರಾಭವಗೊಂಡರು, ಎಂದು ಚುನಾವಣಾಧಿಕಾರಿ ತಿಳಿಸಿದ್ದಾರೆ.: [28, 177, 174, 269]
- table-cell: ಕುಡಿಯುವ ನೀರಿನ ಪೈಪ್‌ಲೈನ್ ದುರಸ್ತಿ ಕಾಮಗಾರಿ: [395, 1186, 547, 1200]
- citation-notice: CITATION IN THE COURT OF ADDL CIVIL JUDGE & J.M.F.C. AT : SHORAPUR. Cr.Misc.No. 59/2025. Petitioners : 1) Kashamma W/o Somashekhar @ Somanalli Age : Years Occ : Coolie. 2) Devindra S/o Somashekhar Age : 28 Years Occ : Coolie & Agri. 3) Rekha D/o Somashekhar Age : 26 Years Occ : Coolie & Agri. 4) Bhuvaneshwari D/o Somashekhar Age : 25 Years Occ : Coolie & Agri. All R/o Kakkera, Tq : Shorapur, Dist : Yadgir. Respondents : 1) The Chief Officer T.M.C Kakkera. Tq : Shorapur Dist : Yadgir. 2) All Concerned. V/s CLAIM : PETITION U/S 13(3) OF THE REGISTRATION OF BIRTHS AND DEATHS ACT, 1969. Whereas the above named petitioners had filed a petition seeking death certificate of Somashekhar S/o Lachhappa Pattar, who died on 05-10-2006, at village Kakkera, Tq : Shorapur, Dist : Yadgir. Whereas the petitioners are hereby directed to all concerned in the above case & to appear before this court on 24-04-25 at 11 am in person or through pleader duly instructed to answer the petition failing which necessary orders will be passed against in your absence according to law. Given under my and seal of this court on this 19th day of -03-2025. at Shorapur. Sd/- A.M.Patil Advocate for petitioners By Order Of The Court// Sd/- Chief Ministerial Officer. Addl Civil Judge & J.M.F.C. Shorapur.: [706, 1202, 918, 1478]
- divider: [362, 700, 918, 701]
- headline: ಕಕ ಅಭಿವೃದ್ಧಿಗೆ ಸಿಎಂ ಒತ್ತು: [94, 910, 215, 926]
- table-header: ಇ.ಎಂ.ಡಿ ಮೊತ್ತ: [547, 1158, 613, 1172]
- masthead-rule: [28, 104, 918, 106]
- tender-note: 2. ಭರ್ತಿ ಮಾಡಿದ ಟೆಂಡರ್ ಸ್ವೀಕರಿಸಲು ಕೊನೆಯ ದಿನಾಂಕ : 29/03/2025 ಮಧ್ಯಾಹ್ನ 1.00 ಗಂಟೆವರೆಗೆ: [369, 1271, 571, 1278]
- article-body: ■ ಸುದ್ದಿಮೂಲ ವಾರ್ತೆ ರಾಯಚೂರು, ಮಾ.20: ಗ್ರಂಥಾಲಯಗಳಿಲ್ಲದ ಶಾಲೆ, ಕಾಲೇಜು, ವಿಶ್ವ ವಿದ್ಯಾಲಯಗಳು ಶಿಕ್ಷಣ ನೀಡಲು ಅನರ್ಹ ಎಂದು ಕಲಬುರಗಿಯ ಕರ್ನಾಟಕ ಕೇಂದ್ರೀಯ ವಿಶ್ವವಿದ್ಯಾಲಯದ ಕುಲಪತಿ ಪ್ರೊ. ಬಟ್ಟು ಸತ್ಯನಾರಾಯಣ ಅಭಿಪ್ರಾಯ ಪಟ್ಟರು. ರಾಯಚೂರು ಕೃಷಿ ವಿಜ್ಞಾನಗಳ ವಿಶ್ವವಿದ್ಯಾಲಯದ ಸಭಾಂಗಣದಲ್ಲಿ ನಡೆಯುತ್ತಿರುವ ಭಾರತೀಯ ಗ್ರಂಥಾಲಯ ಸಂಘ ಮತ್ತು ರಾಯಚೂರಿನ ಕರ್ನಾಟಕ ಕೇಂದ್ರೀಯ ವಿಶ್ವವಿದ್ಯಾಲಯ ಸಂಯುಕ್ತಾಶ್ರಯದಲ್ಲಿ ಮೂರು ದಿನಗಳ 70ನೇ ಗ್ರಂಥಾಲಯ ಸಂಘದ ಅಂತಾರಾಷ್ಟ್ರೀಯ ಸಮ್ಮೇಳನ ಉದ್ಘಾಟನಾ ಸಮಾರಂಭದಲ್ಲಿ ಮಾತನಾಡಿದರು. ಗ್ರಂಥಾಲಯಗಳು ಜ್ಞಾನದ ಭಂಡಾರಗಳಾಗಿದ್ದು ಅಲ್ಲಿ ವಿದ್ಯಾರ್ಥಿಗಳು ಹೆಚ್ಚಿನ ಸಮಯ ಕಳೆಯಬೇಕು. ಅಧ್ಯಕ್ಷತೆ ವಹಿಸಿದ್ದ ರಾಯಚೂರು ಕೃಷಿ ವಿವಿ ಕುಲಪತಿ ಡಾ. ಎಂ. ಹನುಮಂತಪ್ಪ ಮಾತನಾಡಿ, ಗ್ರಂಥಾಲಯ ಬಳಕೆದಾರರ ಸಂಖ್ಯೆ ಕಡಿಮೆಯಾಗುತ್ತಿದೆ. ಡಿಜಿಟಲ್ ಯುಗದಲ್ಲಿ ಗ್ರಂಥಾಲಯಗಳು ಮತ್ತಷ್ಟು ಸದೃಢವಾಗಬೇಕು ಎಂದರು. ವೈದ್ಯಕೀಯ ವಿಜ್ಞಾನಗಳ ವಿಶ್ವವಿದ್ಯಾಲಯದ ಗ್ರಂಥಪಾಲಕ ಡಾ.ಎಸ್.ಎನ್.ವಿದ್ಯಾಶಂಕರ್ ಮುಖ್ಯ ಅತಿಥಿಯಾಗಿ ಭಾಗವಹಿಸಿದ್ದರು. ಸಮ್ಮೇಳನದಲ್ಲಿ ದೇಶದ ವಿವಿಧ ರಾಜ್ಯಗಳ 1500ಕ್ಕೂ ಹೆಚ್ಚು ಪ್ರತಿನಿಧಿಗಳು ಭಾಗವಹಿಸಿದ್ದಾರೆ.: [362, 172, 510, 339]
- signatory: ಸಹಿ/- ಅಧ್ಯಕ್ಷರು ಗ್ರಾಮ ಪಂಚಾಯಿತಿ, ಮರಸೂರು ಆನೇಕಲ್ ತಾಲ್ಲೂಕು, ಬೆಂ.ನ.ಜಿಲ್ಲೆ: [369, 1302, 506, 1318]
- tender-table: [369, 1157, 687, 1256]
- section-banner: ಮೊದಲನೇ ಪುಟದಿಂದ: [28, 508, 198, 534]
- divider: [362, 852, 702, 853]
- facebook-link[interactable]: f facebook.com/Suddi Moola: [633, 67, 771, 84]
